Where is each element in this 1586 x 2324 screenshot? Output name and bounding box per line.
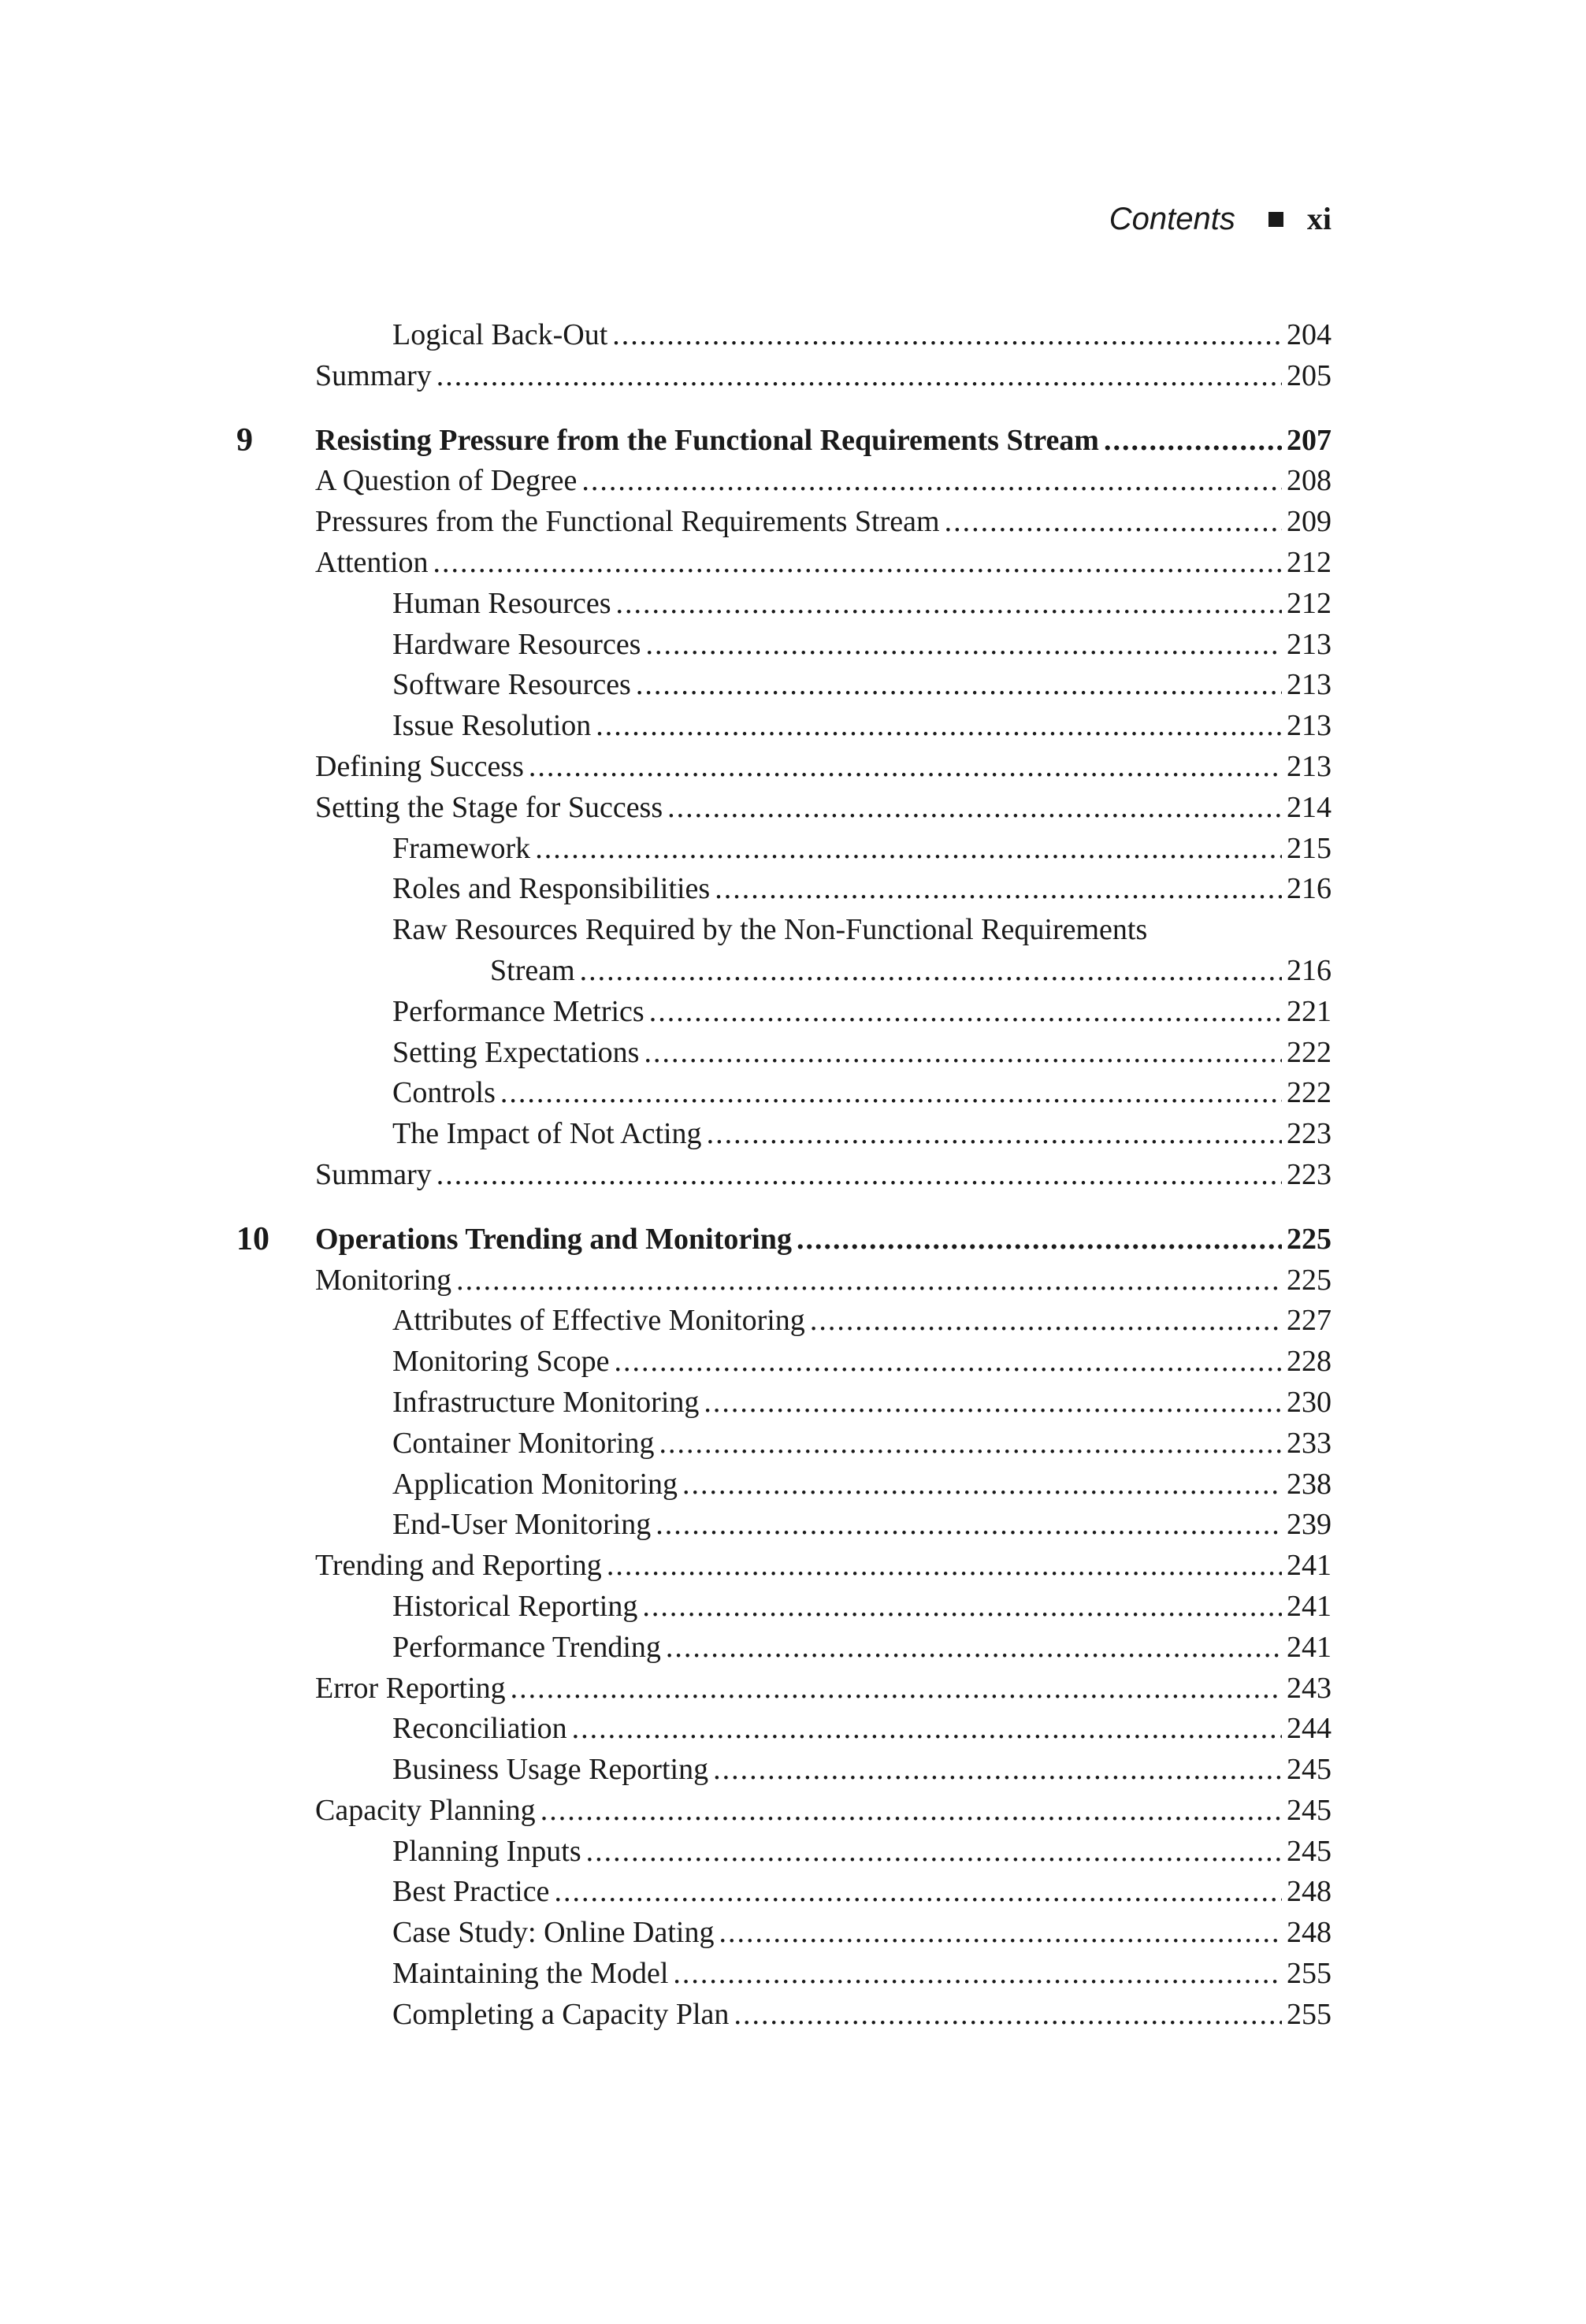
toc-entry-label: Capacity Planning	[315, 1793, 536, 1827]
toc-entry-label: Completing a Capacity Plan	[392, 1997, 730, 2031]
toc-entry-label: End-User Monitoring	[392, 1508, 652, 1542]
toc-entry[interactable]	[315, 829, 1332, 870]
chapter-page: 225	[1287, 1222, 1332, 1256]
dot-leader	[1104, 421, 1282, 462]
toc-entry-label: Monitoring Scope	[392, 1345, 610, 1379]
toc-entry-label: Reconciliation	[392, 1712, 567, 1746]
toc-entry-page: 241	[1287, 1589, 1332, 1623]
toc-entry-label: The Impact of Not Acting	[392, 1117, 702, 1151]
dot-leader	[649, 992, 1282, 1033]
toc-entry[interactable]	[315, 584, 1332, 625]
toc-entry-label: Issue Resolution	[392, 709, 592, 743]
toc-entry[interactable]	[315, 1995, 1332, 2036]
toc-entry-page: 241	[1287, 1549, 1332, 1583]
running-header	[315, 197, 1332, 241]
toc-entry[interactable]	[315, 461, 1332, 502]
toc-entry-page: 216	[1287, 953, 1332, 987]
toc-entry[interactable]	[315, 543, 1332, 584]
toc-entry[interactable]	[315, 1424, 1332, 1465]
table-of-contents	[236, 315, 1332, 2036]
dot-leader	[642, 1587, 1282, 1628]
toc-entry-page: 214	[1287, 790, 1332, 824]
toc-entry[interactable]	[315, 869, 1332, 910]
toc-entry[interactable]	[315, 1872, 1332, 1913]
toc-entry-page: 221	[1287, 994, 1332, 1028]
dot-leader	[810, 1301, 1282, 1342]
toc-entry-page: 228	[1287, 1345, 1332, 1379]
dot-leader	[667, 788, 1282, 829]
toc-entry-label: Best Practice	[392, 1875, 550, 1909]
toc-entry-label: Planning Inputs	[392, 1834, 581, 1868]
dot-leader	[644, 1033, 1282, 1074]
toc-entry-page: 208	[1287, 464, 1332, 498]
toc-entry-label: Attention	[315, 545, 429, 579]
toc-entry-page: 215	[1287, 831, 1332, 865]
dot-leader	[719, 1913, 1282, 1954]
toc-entry[interactable]	[315, 788, 1332, 829]
chapter-number: 9	[236, 421, 253, 458]
toc-entry-label: Stream	[490, 953, 575, 987]
toc-entry-page: 216	[1287, 872, 1332, 906]
toc-entry[interactable]	[315, 1155, 1332, 1196]
dot-leader	[581, 461, 1282, 502]
dot-leader	[511, 1669, 1282, 1710]
dot-leader	[945, 502, 1282, 543]
toc-entry[interactable]	[315, 1954, 1332, 1995]
toc-entry-label: Logical Back-Out	[392, 318, 608, 351]
toc-entry-label: A Question of Degree	[315, 464, 578, 498]
toc-entry-label: Setting Expectations	[392, 1035, 640, 1069]
dot-leader	[614, 1342, 1282, 1383]
toc-entry[interactable]	[315, 1465, 1332, 1505]
toc-entry-label: Roles and Responsibilities	[392, 872, 711, 906]
toc-entry[interactable]	[315, 747, 1332, 788]
running-header-title: Contents	[1109, 202, 1235, 236]
toc-entry-label: Attributes of Effective Monitoring	[392, 1304, 805, 1338]
square-bullet-icon	[1268, 212, 1283, 227]
toc-entry[interactable]	[315, 1750, 1332, 1791]
chapter-number: 10	[236, 1220, 269, 1257]
dot-leader	[656, 1505, 1282, 1546]
dot-leader	[436, 356, 1282, 397]
dot-leader	[715, 869, 1282, 910]
toc-entry-label: Performance Metrics	[392, 994, 644, 1028]
toc-entry-page: 248	[1287, 1875, 1332, 1909]
toc-entry-page: 233	[1287, 1426, 1332, 1460]
toc-entry[interactable]	[315, 1260, 1332, 1301]
toc-entry[interactable]	[315, 1587, 1332, 1628]
toc-entry-page: 243	[1287, 1671, 1332, 1705]
dot-leader	[666, 1628, 1282, 1669]
toc-entry[interactable]	[315, 1669, 1332, 1710]
dot-leader	[645, 625, 1282, 666]
toc-entry-page: 212	[1287, 586, 1332, 620]
toc-entry[interactable]	[315, 1628, 1332, 1669]
dot-leader	[734, 1995, 1282, 2036]
toc-entry[interactable]	[315, 1709, 1332, 1750]
toc-entry-label: Summary	[315, 358, 432, 392]
toc-entry-page: 222	[1287, 1035, 1332, 1069]
toc-entry[interactable]	[315, 1546, 1332, 1587]
toc-entry-page: 213	[1287, 749, 1332, 783]
toc-entry[interactable]	[315, 502, 1332, 543]
toc-entry[interactable]	[315, 706, 1332, 747]
toc-entry-label: Trending and Reporting	[315, 1549, 602, 1583]
dot-leader	[704, 1383, 1282, 1424]
toc-entry-label: Container Monitoring	[392, 1426, 655, 1460]
toc-entry-page: 223	[1287, 1117, 1332, 1151]
toc-entry-label: Setting the Stage for Success	[315, 790, 663, 824]
dot-leader	[436, 1155, 1282, 1196]
toc-entry-label: Framework	[392, 831, 531, 865]
toc-entry[interactable]	[315, 356, 1332, 397]
toc-entry-page: 222	[1287, 1076, 1332, 1110]
toc-entry-page: 213	[1287, 668, 1332, 702]
dot-leader	[596, 706, 1282, 747]
toc-entry-label: Business Usage Reporting	[392, 1753, 709, 1787]
toc-entry-label: Error Reporting	[315, 1671, 506, 1705]
dot-leader	[636, 665, 1282, 706]
toc-entry-page: 212	[1287, 545, 1332, 579]
toc-entry[interactable]	[315, 1342, 1332, 1383]
dot-leader	[707, 1114, 1282, 1155]
toc-entry[interactable]	[315, 1791, 1332, 1832]
toc-entry-label: Infrastructure Monitoring	[392, 1385, 700, 1419]
toc-entry-page: 223	[1287, 1157, 1332, 1191]
toc-chapter-entry[interactable]	[236, 421, 1332, 462]
dot-leader	[456, 1260, 1282, 1301]
toc-entry[interactable]	[315, 315, 1332, 356]
toc-entry-page: 244	[1287, 1712, 1332, 1746]
dot-leader	[500, 1073, 1282, 1114]
dot-leader	[673, 1954, 1282, 1995]
toc-entry-page: 248	[1287, 1916, 1332, 1950]
toc-entry-page: 230	[1287, 1385, 1332, 1419]
dot-leader	[682, 1465, 1282, 1505]
dot-leader	[572, 1709, 1282, 1750]
toc-entry-label: Performance Trending	[392, 1630, 661, 1664]
toc-entry[interactable]	[315, 1913, 1332, 1954]
toc-entry-page: 241	[1287, 1630, 1332, 1664]
toc-entry-page: 213	[1287, 709, 1332, 743]
toc-entry-label: Case Study: Online Dating	[392, 1916, 715, 1950]
toc-entry-label: Controls	[392, 1076, 496, 1110]
toc-entry-page: 205	[1287, 358, 1332, 392]
toc-entry[interactable]	[315, 992, 1332, 1033]
chapter-title: Resisting Pressure from the Functional Requirements Stream	[315, 423, 1099, 457]
toc-entry[interactable]	[315, 625, 1332, 666]
toc-entry-label: Defining Success	[315, 749, 524, 783]
toc-entry-page: 213	[1287, 627, 1332, 661]
toc-chapter-entry[interactable]	[236, 1220, 1332, 1260]
toc-entry-label: Human Resources	[392, 586, 611, 620]
toc-entry-page: 245	[1287, 1793, 1332, 1827]
toc-entry-label: Hardware Resources	[392, 627, 641, 661]
toc-entry-page: 204	[1287, 318, 1332, 351]
dot-leader	[540, 1791, 1282, 1832]
dot-leader	[554, 1872, 1282, 1913]
dot-leader	[797, 1220, 1282, 1260]
dot-leader	[580, 951, 1282, 992]
toc-entry-label: Historical Reporting	[392, 1589, 638, 1623]
toc-entry[interactable]	[315, 1505, 1332, 1546]
toc-entry-page: 245	[1287, 1834, 1332, 1868]
toc-entry[interactable]	[315, 1073, 1332, 1114]
toc-entry-page: 227	[1287, 1304, 1332, 1338]
toc-entry[interactable]	[315, 1114, 1332, 1155]
dot-leader	[612, 315, 1282, 356]
chapter-page: 207	[1287, 423, 1332, 457]
toc-entry[interactable]	[315, 951, 1332, 992]
toc-entry-label: Software Resources	[392, 668, 631, 702]
toc-entry[interactable]	[315, 1301, 1332, 1342]
toc-entry[interactable]	[315, 665, 1332, 706]
toc-entry[interactable]	[315, 1832, 1332, 1873]
toc-entry-label-first-line[interactable]: Raw Resources Required by the Non-Functional Requirements	[392, 913, 1148, 947]
toc-entry-label: Maintaining the Model	[392, 1957, 669, 1991]
toc-entry-label: Pressures from the Functional Requirements Stream	[315, 505, 940, 539]
dot-leader	[659, 1424, 1282, 1465]
dot-leader	[433, 543, 1282, 584]
page-number: xi	[1306, 201, 1332, 236]
dot-leader	[586, 1832, 1282, 1873]
toc-entry-page: 245	[1287, 1753, 1332, 1787]
toc-entry[interactable]	[315, 1383, 1332, 1424]
toc-entry-label: Summary	[315, 1157, 432, 1191]
toc-entry[interactable]	[315, 1033, 1332, 1074]
dot-leader	[535, 829, 1282, 870]
dot-leader	[713, 1750, 1282, 1791]
dot-leader	[616, 584, 1282, 625]
toc-entry-page: 225	[1287, 1263, 1332, 1297]
toc-entry-page: 255	[1287, 1997, 1332, 2031]
toc-entry-page: 238	[1287, 1467, 1332, 1501]
toc-entry-page: 239	[1287, 1508, 1332, 1542]
toc-entry-page: 255	[1287, 1957, 1332, 1991]
chapter-title: Operations Trending and Monitoring	[315, 1222, 792, 1256]
dot-leader	[607, 1546, 1282, 1587]
dot-leader	[529, 747, 1282, 788]
toc-entry-page: 209	[1287, 505, 1332, 539]
toc-entry-label: Application Monitoring	[392, 1467, 678, 1501]
toc-entry-label: Monitoring	[315, 1263, 452, 1297]
